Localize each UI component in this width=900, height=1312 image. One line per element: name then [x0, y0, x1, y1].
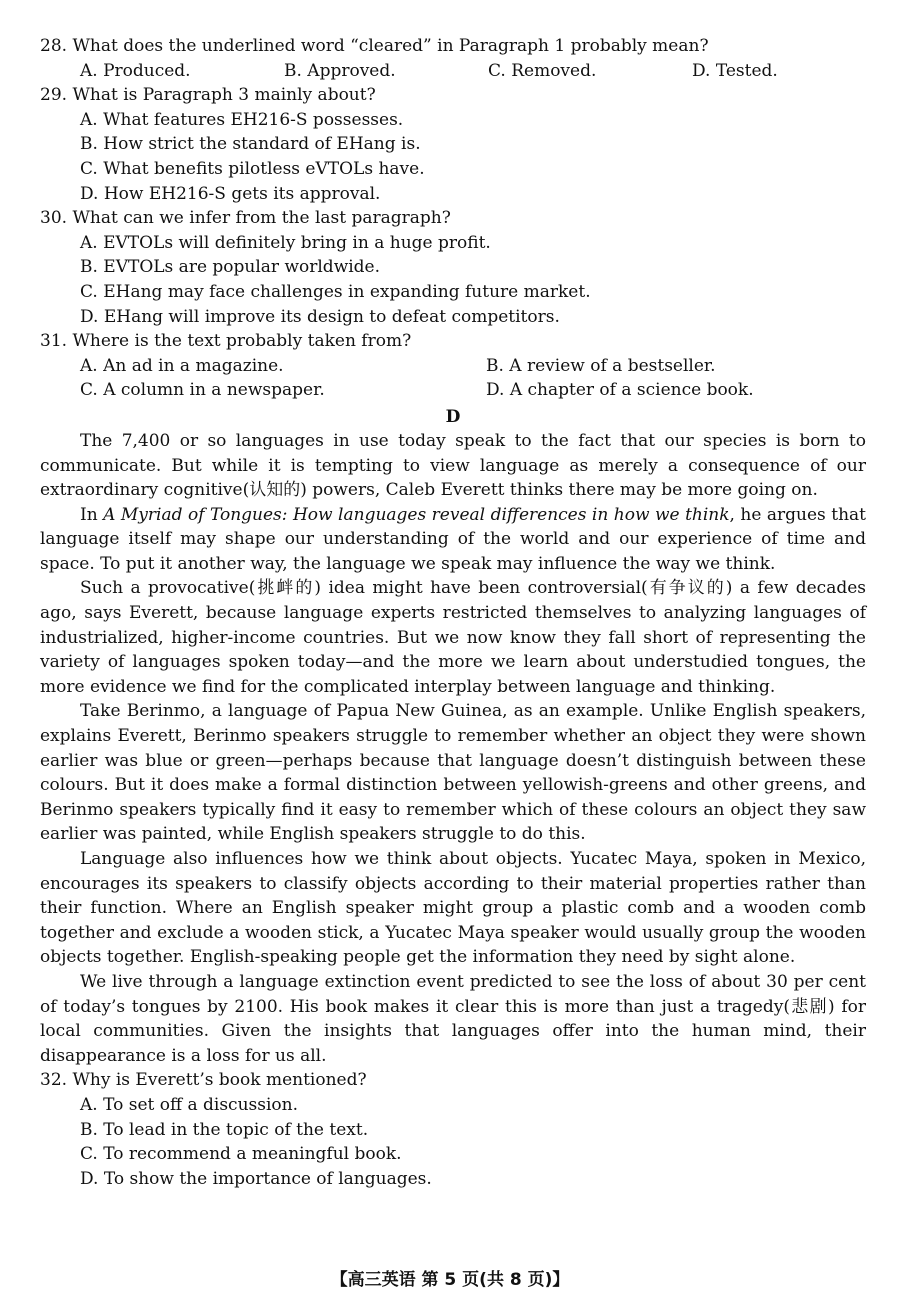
question-28-options [40, 59, 866, 84]
question-28-stem: 28. What does the underlined word “cleared” in Paragraph 1 probably mean? [40, 36, 709, 56]
question-32-stem: 32. Why is Everett’s book mentioned? [40, 1070, 367, 1091]
passage-paragraph-2 [40, 503, 866, 577]
option-b: B. Approved. [284, 60, 396, 81]
book-title: A Myriad of Tongues: How languages reveal differences in how we think [103, 504, 730, 525]
option-b: B. How strict the standard of EHang is. [80, 134, 421, 155]
option-b: B. EVTOLs are popular worldwide. [80, 257, 381, 278]
question-29-stem: 29. What is Paragraph 3 mainly about? [40, 85, 376, 106]
option-b: B. To lead in the topic of the text. [80, 1119, 369, 1140]
option-a: A. What features EH216-S possesses. [80, 109, 404, 130]
exam-page [40, 34, 866, 1191]
option-d: D. How EH216-S gets its approval. [80, 183, 381, 204]
passage-paragraph-4: Take Berinmo, a language of Papua New Guinea, as an example. Unlike English speakers, explains Everett, Berinmo speakers struggle to remember whether an object they were shown earlier was blue or green—perhaps because that language doesn’t distinguish between these colours. But it does make a formal distinction between yellowish-greens and other greens, and Berinmo speakers typically find it easy to remember which of these colours an object they saw earlier was painted, while English speakers struggle to do this. [40, 701, 866, 845]
question-28 [40, 34, 866, 83]
option-d: D. EHang will improve its design to defeat competitors. [80, 306, 560, 327]
option-a: A. Produced. [80, 60, 191, 81]
page-footer: 【高三英语 第 5 页(共 8 页)】 [330, 1270, 570, 1290]
passage-paragraph-5: Language also influences how we think about objects. Yucatec Maya, spoken in Mexico, encourages its speakers to classify objects according to their material properties rather than their function. Where an English speaker might group a plastic comb and a wooden comb together and exclude a wooden stick, a Yucatec Maya speaker would usually group the wooden objects together. English-speaking people get the information they need by sight alone. [40, 849, 866, 968]
option-c: C. EHang may face challenges in expanding future market. [80, 281, 591, 302]
option-a: A. EVTOLs will definitely bring in a huge profit. [80, 232, 491, 253]
question-30-stem: 30. What can we infer from the last paragraph? [40, 208, 451, 229]
option-d: D. Tested. [692, 60, 778, 81]
option-c: C. What benefits pilotless eVTOLs have. [80, 158, 425, 179]
option-c: C. A column in a newspaper. [80, 380, 325, 401]
option-b: B. A review of a bestseller. [486, 355, 716, 376]
question-30 [40, 206, 866, 329]
option-a: A. An ad in a magazine. [80, 355, 284, 376]
option-a: A. To set off a discussion. [80, 1094, 299, 1115]
section-heading: D [445, 406, 461, 427]
question-31-options [40, 354, 866, 403]
option-d: D. A chapter of a science book. [486, 380, 754, 401]
passage-paragraph-1: The 7,400 or so languages in use today speak to the fact that our species is born to communicate. But while it is tempting to view language as merely a consequence of our extraordinary cognitive(认知的) powers, Caleb Everett thinks there may be more going on. [40, 430, 866, 501]
option-c: C. To recommend a meaningful book. [80, 1144, 402, 1165]
paragraph-2-text: , he argues that language itself may shape our understanding of the world and our experience of time and space. To put it another way, the language we speak may influence the way we think. [40, 504, 867, 574]
question-29 [40, 83, 866, 206]
question-31 [40, 329, 866, 403]
passage-paragraph-3: Such a provocative(挑衅的) idea might have been controversial(有争议的) a few decades ago, says Everett, because language experts restricted themselves to analyzing languages of industrialized, higher-income countries. But we now know they fall short of representing the variety of languages spoken today—and the more we learn about understudied tongues, the more evidence we find for the complicated interplay between language and thinking. [40, 578, 866, 697]
question-31-stem: 31. Where is the text probably taken from? [40, 331, 412, 352]
option-c: C. Removed. [488, 60, 597, 81]
question-32 [40, 1068, 866, 1191]
passage-paragraph-6: We live through a language extinction event predicted to see the loss of about 30 per cent of today’s tongues by 2100. His book makes it clear this is more than just a tragedy(悲剧) for local communities. Given the insights that languages offer into the human mind, their disappearance is a loss for us all. [40, 971, 866, 1066]
option-d: D. To show the importance of languages. [80, 1168, 432, 1189]
paragraph-2-prefix: In [80, 504, 104, 525]
